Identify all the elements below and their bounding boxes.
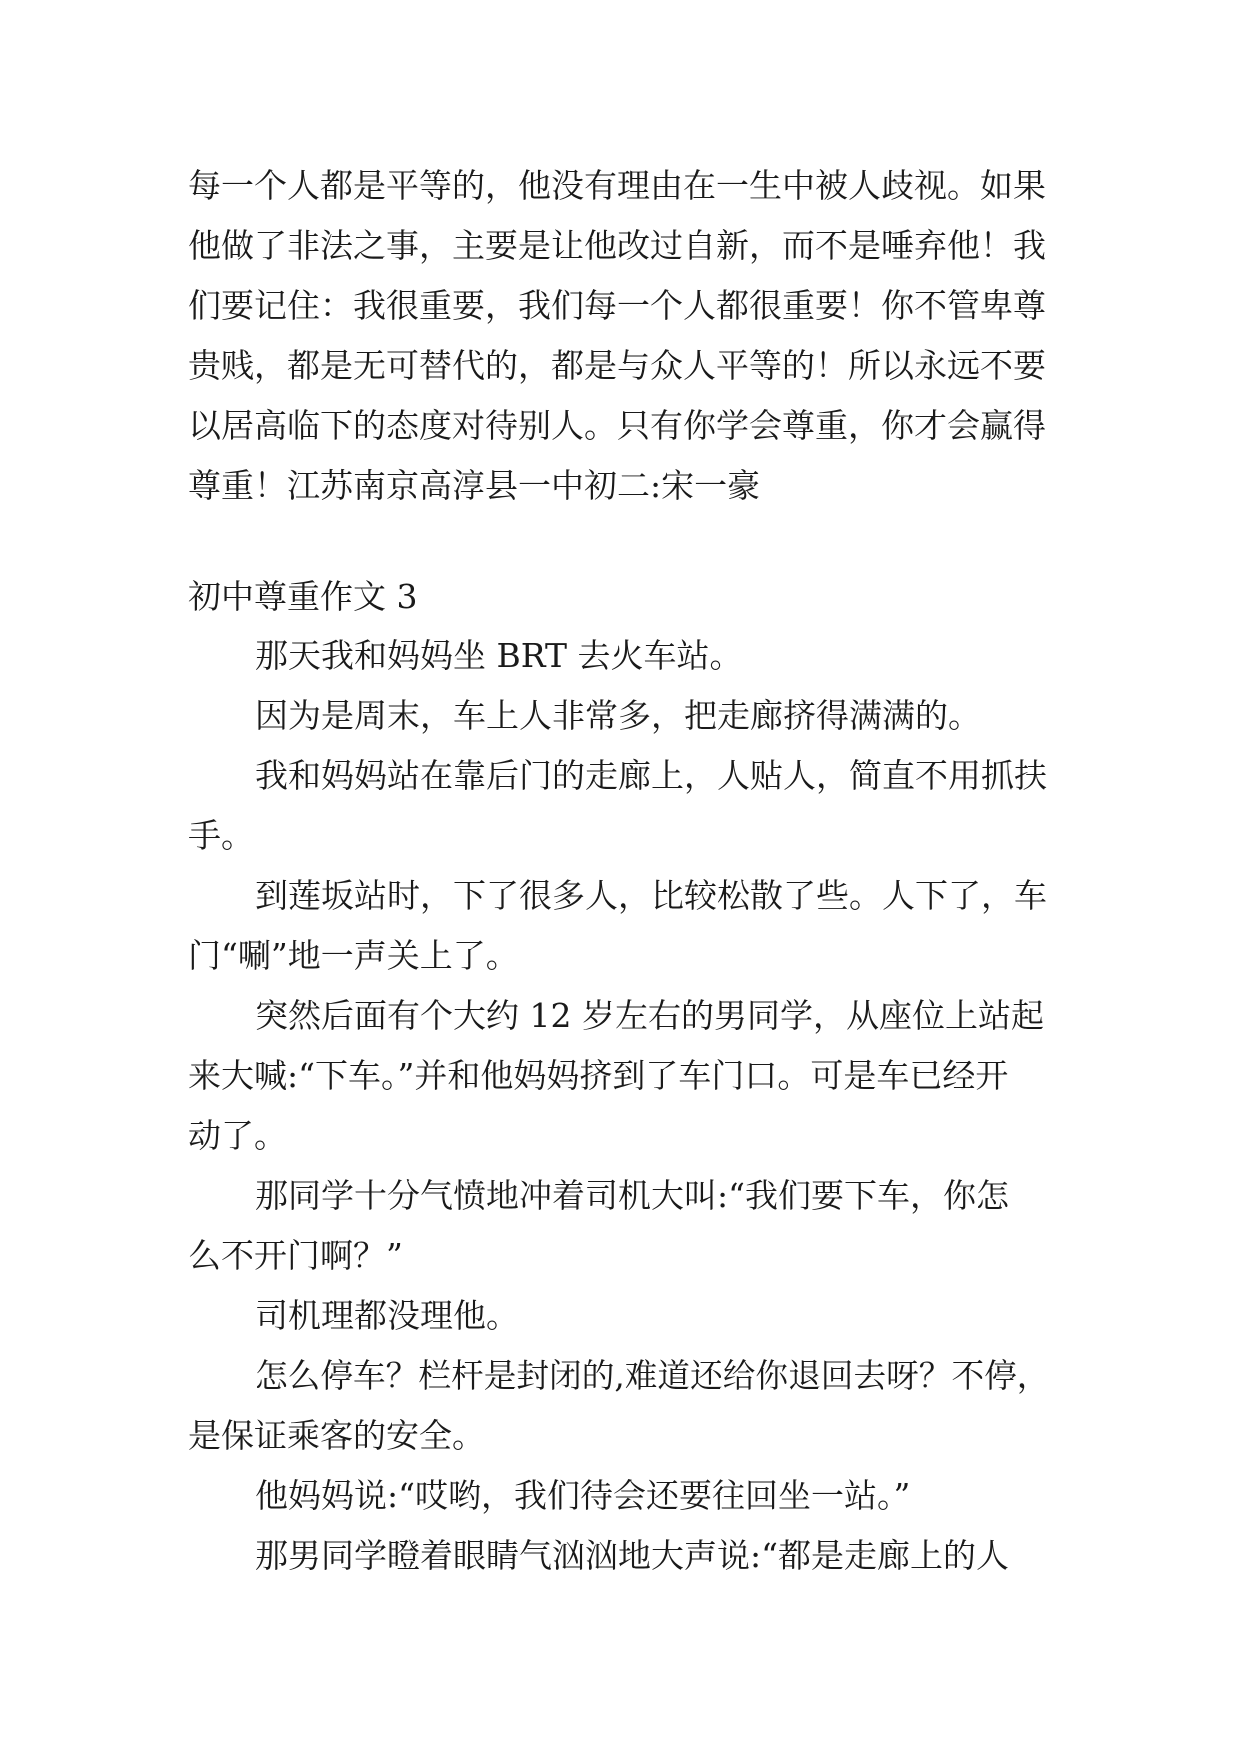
paragraph-line bbox=[0, 1226, 1241, 1286]
paragraph-line bbox=[0, 456, 1241, 516]
paragraph-line bbox=[0, 396, 1241, 456]
paragraph-line bbox=[0, 1406, 1241, 1466]
paragraph-line bbox=[0, 216, 1241, 276]
paragraph-line bbox=[0, 746, 1241, 806]
text-line: 因为是周末，车上人非常多，把走廊挤得满满的。 bbox=[255, 696, 981, 735]
text-line: 么不开门啊？” bbox=[188, 1236, 403, 1275]
paragraph-line bbox=[0, 1046, 1241, 1106]
text-line: 尊重！江苏南京高淳县一中初二:宋一豪 bbox=[188, 466, 761, 505]
text-line: 以居高临下的态度对待别人。只有你学会尊重，你才会赢得 bbox=[188, 406, 1046, 445]
section-heading bbox=[0, 567, 1241, 627]
text-line: 那天我和妈妈坐 BRT 去火车站。 bbox=[255, 636, 743, 675]
paragraph-line bbox=[0, 1346, 1241, 1406]
paragraph-line bbox=[0, 926, 1241, 986]
text-line: 那男同学瞪着眼睛气汹汹地大声说:“都是走廊上的人 bbox=[255, 1536, 1009, 1575]
paragraph-line bbox=[0, 1526, 1241, 1586]
paragraph-line bbox=[0, 1286, 1241, 1346]
paragraph-line bbox=[0, 986, 1241, 1046]
text-line: 动了。 bbox=[188, 1116, 287, 1155]
section-title: 初中尊重作文 3 bbox=[188, 577, 418, 616]
paragraph-line bbox=[0, 336, 1241, 396]
text-line: 司机理都没理他。 bbox=[255, 1296, 519, 1335]
text-line: 每一个人都是平等的，他没有理由在一生中被人歧视。如果 bbox=[188, 166, 1046, 205]
text-line: 突然后面有个大约 12 岁左右的男同学，从座位上站起 bbox=[255, 996, 1044, 1035]
text-line: 那同学十分气愤地冲着司机大叫:“我们要下车，你怎 bbox=[255, 1176, 1009, 1215]
text-line: 怎么停车？栏杆是封闭的,难道还给你退回去呀？不停， bbox=[255, 1356, 1050, 1395]
text-line: 是保证乘客的安全。 bbox=[188, 1416, 485, 1455]
paragraph-line bbox=[0, 1166, 1241, 1226]
text-line: 手。 bbox=[188, 816, 254, 855]
text-line: 我和妈妈站在靠后门的走廊上，人贴人，简直不用抓扶 bbox=[255, 756, 1047, 795]
paragraph-line bbox=[0, 686, 1241, 746]
paragraph-line bbox=[0, 276, 1241, 336]
text-line: 们要记住：我很重要，我们每一个人都很重要！你不管卑尊 bbox=[188, 286, 1046, 325]
text-line: 来大喊:“下车。”并和他妈妈挤到了车门口。可是车已经开 bbox=[188, 1056, 1009, 1095]
text-line: 到莲坂站时，下了很多人，比较松散了些。人下了，车 bbox=[255, 876, 1047, 915]
paragraph-line bbox=[0, 156, 1241, 216]
text-line: 他妈妈说:“哎哟，我们待会还要往回坐一站。” bbox=[255, 1476, 911, 1515]
paragraph-line bbox=[0, 1466, 1241, 1526]
text-line: 门“唰”地一声关上了。 bbox=[188, 936, 519, 975]
paragraph-line bbox=[0, 806, 1241, 866]
paragraph-line bbox=[0, 866, 1241, 926]
paragraph-line bbox=[0, 626, 1241, 686]
text-line: 他做了非法之事，主要是让他改过自新，而不是唾弃他！我 bbox=[188, 226, 1046, 265]
paragraph-line bbox=[0, 1106, 1241, 1166]
text-line: 贵贱，都是无可替代的，都是与众人平等的！所以永远不要 bbox=[188, 346, 1046, 385]
